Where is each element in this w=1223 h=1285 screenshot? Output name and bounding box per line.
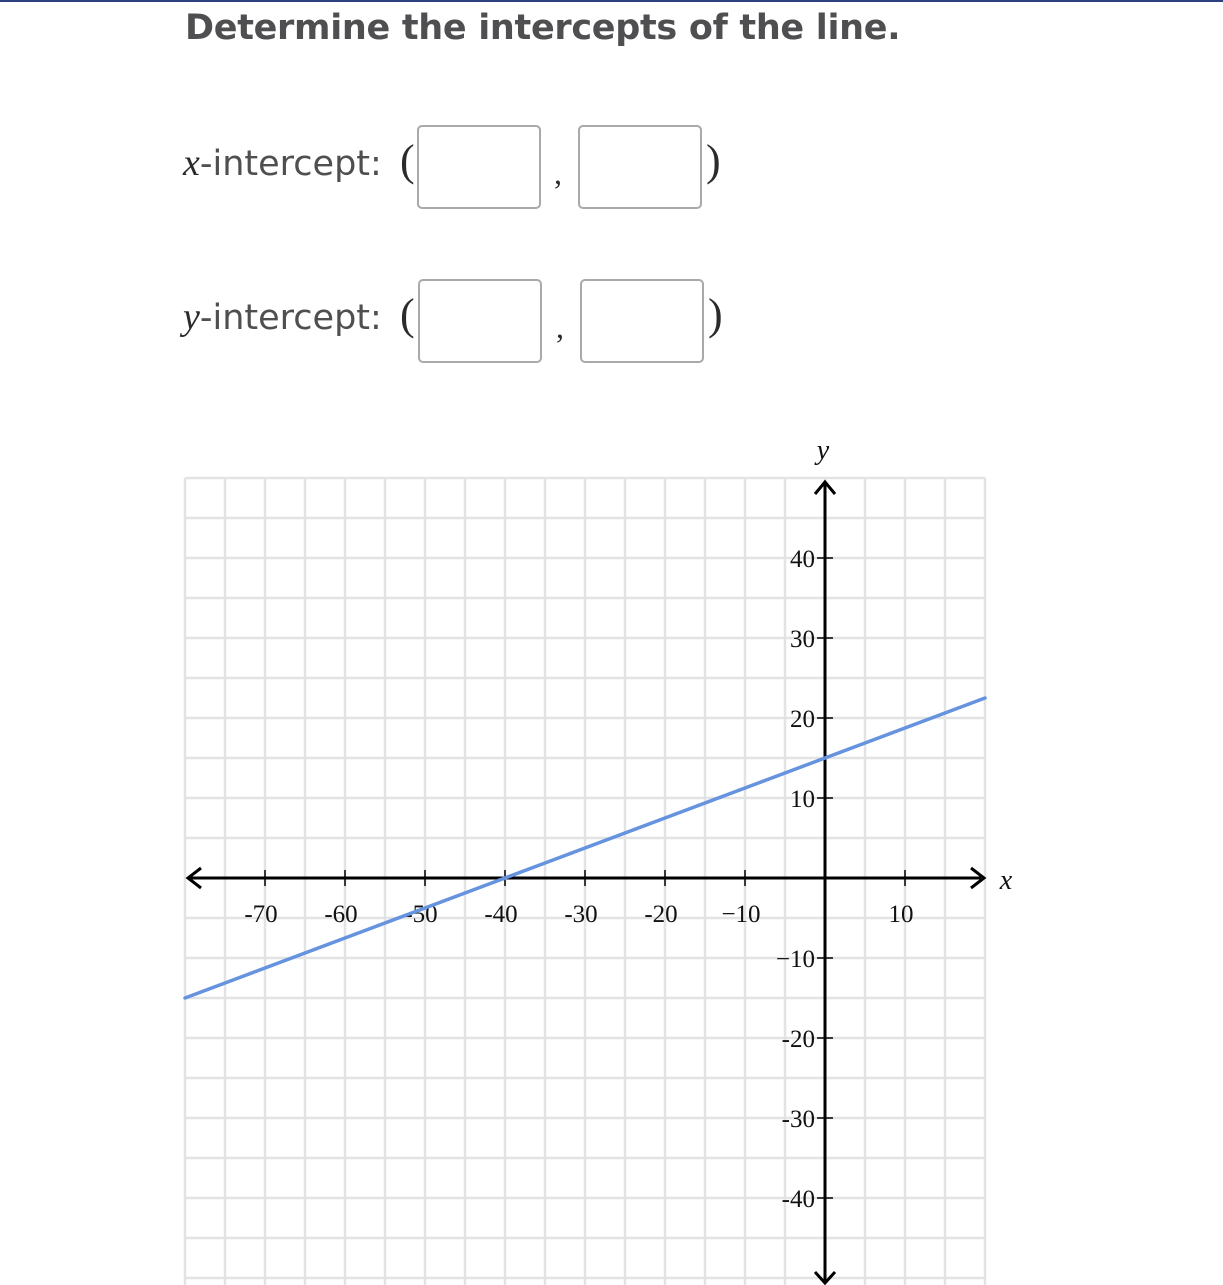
x-close-paren: ) [706,136,721,185]
x-tick-label: -50 [404,901,438,928]
y-tick-label: -20 [781,1026,815,1053]
x-tick-label: −10 [721,901,761,928]
x-tick-label: -20 [644,901,678,928]
x-tick-label: -30 [564,901,598,928]
y-tick-label: -30 [781,1106,815,1133]
x-axis-label: x [999,865,1013,896]
y-axis-label: y [816,435,830,466]
x-tick-label: -70 [244,901,278,928]
y-close-paren: ) [708,290,723,339]
y-intercept-label-text: -intercept: [199,298,382,338]
x-tick-label: 10 [888,901,914,928]
y-comma: , [556,309,564,345]
x-comma: , [554,155,562,191]
y-tick-label: 40 [790,546,815,573]
y-open-paren: ( [400,290,415,339]
x-intercept-label-text: -intercept: [199,144,382,184]
x-tick-label: -60 [324,901,358,928]
y-tick-label: -40 [781,1186,815,1213]
y-tick-label: 20 [790,706,815,733]
y-variable: y [183,296,200,338]
x-variable: x [183,142,200,184]
y-tick-label: −10 [775,946,815,973]
y-tick-label: 10 [790,786,815,813]
x-tick-label: -40 [484,901,518,928]
y-tick-label: 30 [790,626,815,653]
question-title: Determine the intercepts of the line. [185,8,901,48]
x-open-paren: ( [400,136,415,185]
